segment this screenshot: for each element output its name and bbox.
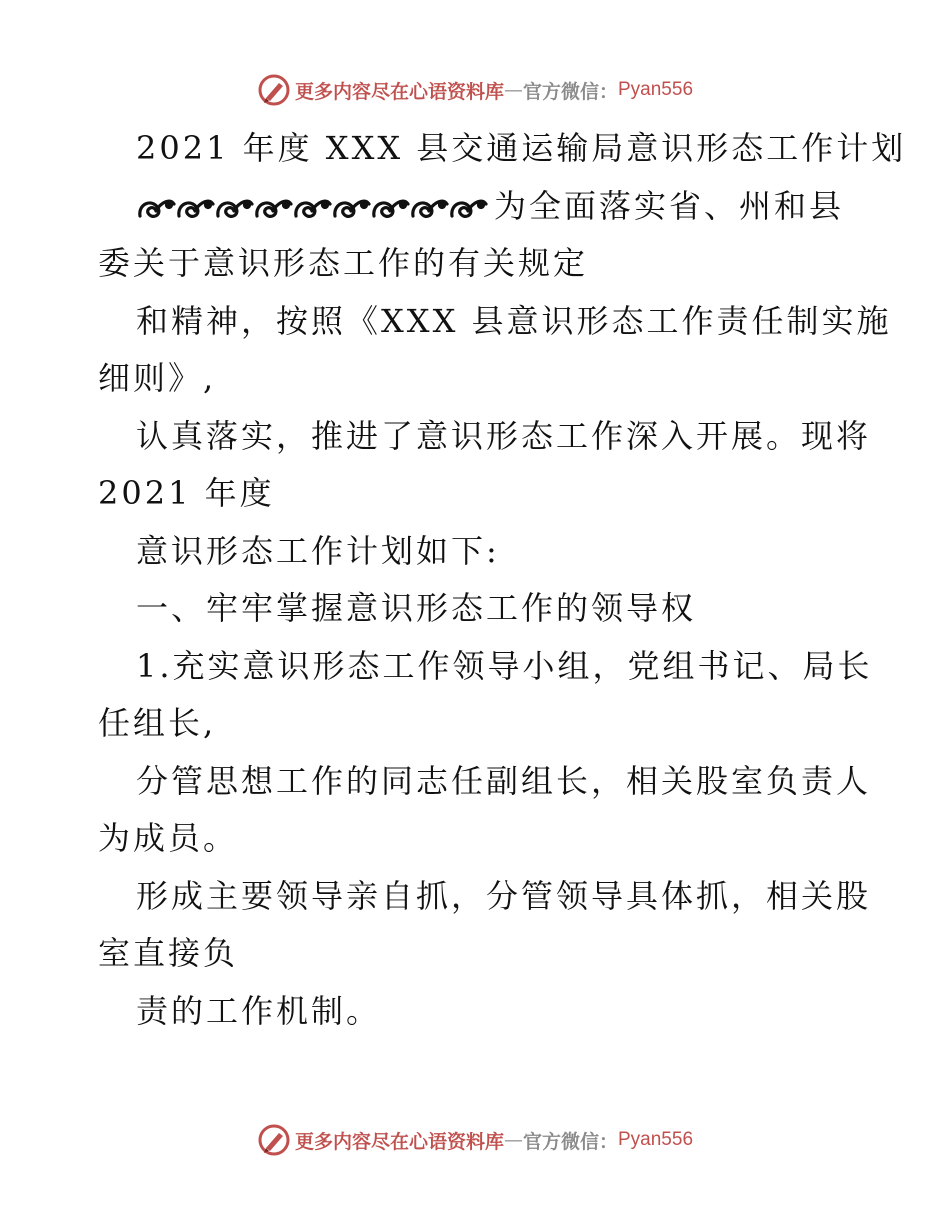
paragraph-line: 和精神，按照《XXX 县意识形态工作责任制实施 <box>136 301 892 340</box>
paragraph-line: 任组长, <box>98 704 217 742</box>
pen-logo-icon <box>257 73 291 107</box>
document-title: 2021 年度 XXX 县交通运输局意识形态工作计划 <box>136 129 907 167</box>
watermark-wechat-id: Pyan556 <box>618 1129 694 1150</box>
paragraph-line: 认真落实，推进了意识形态工作深入开展。现将 <box>136 416 872 455</box>
paragraph-line: 分管思想工作的同志任副组长，相关股室负责人 <box>136 761 872 800</box>
paragraph-line: 为成员。 <box>98 819 239 857</box>
watermark-dash: — <box>503 1129 523 1151</box>
header-watermark <box>0 70 950 110</box>
paragraph-line: 意识形态工作计划如下: <box>136 531 500 570</box>
ornament-flourish-icon <box>136 188 494 228</box>
paragraph-text: 为全面落实省、州和县 <box>494 186 845 225</box>
watermark-wechat-label: 官方微信： <box>522 80 618 103</box>
document-body <box>98 120 907 1040</box>
pen-logo-icon <box>257 1123 291 1157</box>
watermark-main-text: 更多内容尽在心语资料库 <box>294 80 504 103</box>
paragraph-line: 责的工作机制。 <box>136 991 382 1030</box>
paragraph-line <box>98 178 858 236</box>
paragraph-line: 2021 年度 <box>98 474 275 512</box>
watermark-wechat-label: 官方微信： <box>522 1130 618 1153</box>
paragraph-line: 委关于意识形态工作的有关规定 <box>98 244 589 282</box>
paragraph-line: 细则》, <box>98 359 217 397</box>
section-heading: 一、牢牢掌握意识形态工作的领导权 <box>136 589 697 627</box>
watermark-wechat-id: Pyan556 <box>618 79 694 100</box>
footer-watermark <box>0 1120 950 1160</box>
watermark-main-text: 更多内容尽在心语资料库 <box>294 1130 504 1153</box>
paragraph-line: 1.充实意识形态工作领导小组，党组书记、局长 <box>136 646 873 685</box>
paragraph-line: 形成主要领导亲自抓，分管领导具体抓，相关股 <box>136 876 872 915</box>
paragraph-line: 室直接负 <box>98 934 239 972</box>
watermark-dash: — <box>503 79 523 101</box>
